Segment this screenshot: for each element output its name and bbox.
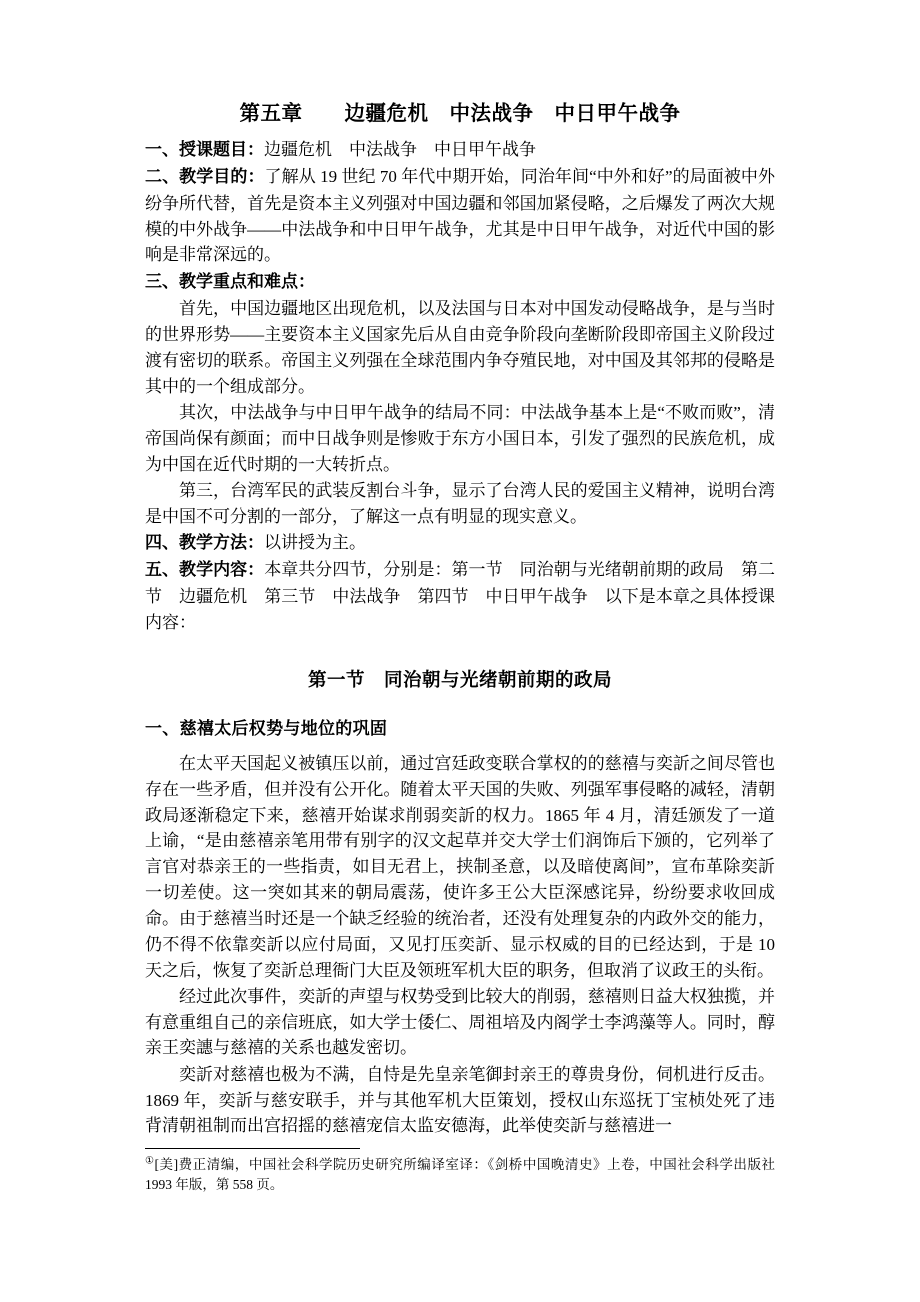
item-method-label: 四、教学方法： [145, 533, 264, 554]
section-title: 第一节 同治朝与光绪朝前期的政局 [307, 669, 612, 691]
page-title: 第五章 边疆危机 中法战争 中日甲午战争 [239, 101, 681, 125]
footnote-marker: ① [145, 1155, 155, 1167]
body-paragraph-2: 经过此次事件，奕訢的声望与权势受到比较大的削弱，慈禧则日益大权独揽，并有意重组自己的亲信班底，如大学士倭仁、周祖培及内阁学士李鸿藻等人。同时，醇亲王奕譓与慈禧的关系也越发密切。 [145, 986, 775, 1058]
item-method [145, 530, 775, 557]
keypoint-paragraph-1: 首先，中国边疆地区出现危机，以及法国与日本对中国发动侵略战争，是与当时的世界形势——主要资本主义国家先后从自由竞争阶段向垄断阶段即帝国主义阶段过渡有密切的联系。帝国主义列强在全球范围内争夺殖民地，对中国及其邻邦的侵略是其中的一个组成部分。 [145, 299, 775, 396]
footnote-text: [美]费正清编，中国社会科学院历史研究所编译室译：《剑桥中国晚清史》上卷，中国社会科学出版社 1993 年版，第 558 页。 [145, 1157, 775, 1193]
item-topic-label: 一、授课题目： [145, 139, 264, 160]
item-objective [145, 164, 775, 268]
item-outline [145, 557, 775, 635]
body-paragraph-1: 在太平天国起义被镇压以前，通过宫廷政变联合掌权的的慈禧与奕訢之间尽管也存在一些矛盾，但并没有公开化。随着太平天国的失败、列强军事侵略的减轻，清朝政局逐渐稳定下来，慈禧开始谋求削弱奕訢的权力。1865 年 4 月，清廷颁发了一道上谕，“是由慈禧亲笔用带有别字的汉文起草并交大学士们润饰后下颁的，它列举了言官对恭亲王的一些指责，如目无君上，挟制圣意，以及暗使离间”，宣布革除奕訢一切差使。这一突如其来的朝局震荡，使许多王公大臣深感诧异，纷纷要求收回成命。由于慈禧当时还是一个缺乏经验的统治者，还没有处理复杂的内政外交的能力，仍不得不依靠奕訢以应付局面，又见打压奕訢、显示权威的目的已经达到，于是 10 天之后，恢复了奕訢总理衙门大臣及领班军机大臣的职务，但取消了议政王的头衔。 [145, 753, 775, 980]
item-topic-text: 边疆危机 中法战争 中日甲午战争 [264, 139, 536, 159]
item-keypoints-heading [145, 269, 775, 296]
item-outline-text: 本章共分四节，分别是：第一节 同治朝与光绪朝前期的政局 第二节 边疆危机 第三节 中法战争 第四节 中日甲午战争 以下是本章之具体授课内容： [145, 560, 776, 633]
item-method-text: 以讲授为主。 [264, 533, 366, 553]
body-paragraph-3: 奕訢对慈禧也极为不满，自恃是先皇亲笔御封亲王的尊贵身份，伺机进行反击。1869 年，奕訢与慈安联手，并与其他军机大臣策划，授权山东巡抚丁宝桢处死了违背清朝祖制而出宫招摇的慈禧宠信太监安德海，此举使奕訢与慈禧进一 [145, 1064, 775, 1136]
item-objective-text: 了解从 19 世纪 70 年代中期开始，同治年间“中外和好”的局面被中外纷争所代替，首先是资本主义列强对中国边疆和邻国加紧侵略，之后爆发了两次大规模的中外战争——中法战争和中日甲午战争，尤其是中日甲午战争，对近代中国的影响是非常深远的。 [145, 166, 776, 265]
keypoint-paragraph-3: 第三，台湾军民的武装反割台斗争，显示了台湾人民的爱国主义精神，说明台湾是中国不可分割的一部分，了解这一点有明显的现实意义。 [145, 480, 775, 526]
footnote-separator [145, 1148, 360, 1149]
document-body [145, 100, 775, 1140]
item-objective-label: 二、教学目的： [145, 166, 265, 187]
item-outline-label: 五、教学内容： [145, 560, 265, 581]
keypoint-paragraph-2: 其次，中法战争与中日甲午战争的结局不同：中法战争基本上是“不败而败”，清帝国尚保有颜面；而中日战争则是惨败于东方小国日本，引发了强烈的民族危机，成为中国在近代时期的一大转折点。 [145, 402, 775, 474]
item-topic [145, 137, 775, 164]
footnote [145, 1155, 775, 1196]
subsection-title: 一、慈禧太后权势与地位的巩固 [145, 718, 388, 739]
item-keypoints-label: 三、教学重点和难点： [145, 271, 315, 292]
